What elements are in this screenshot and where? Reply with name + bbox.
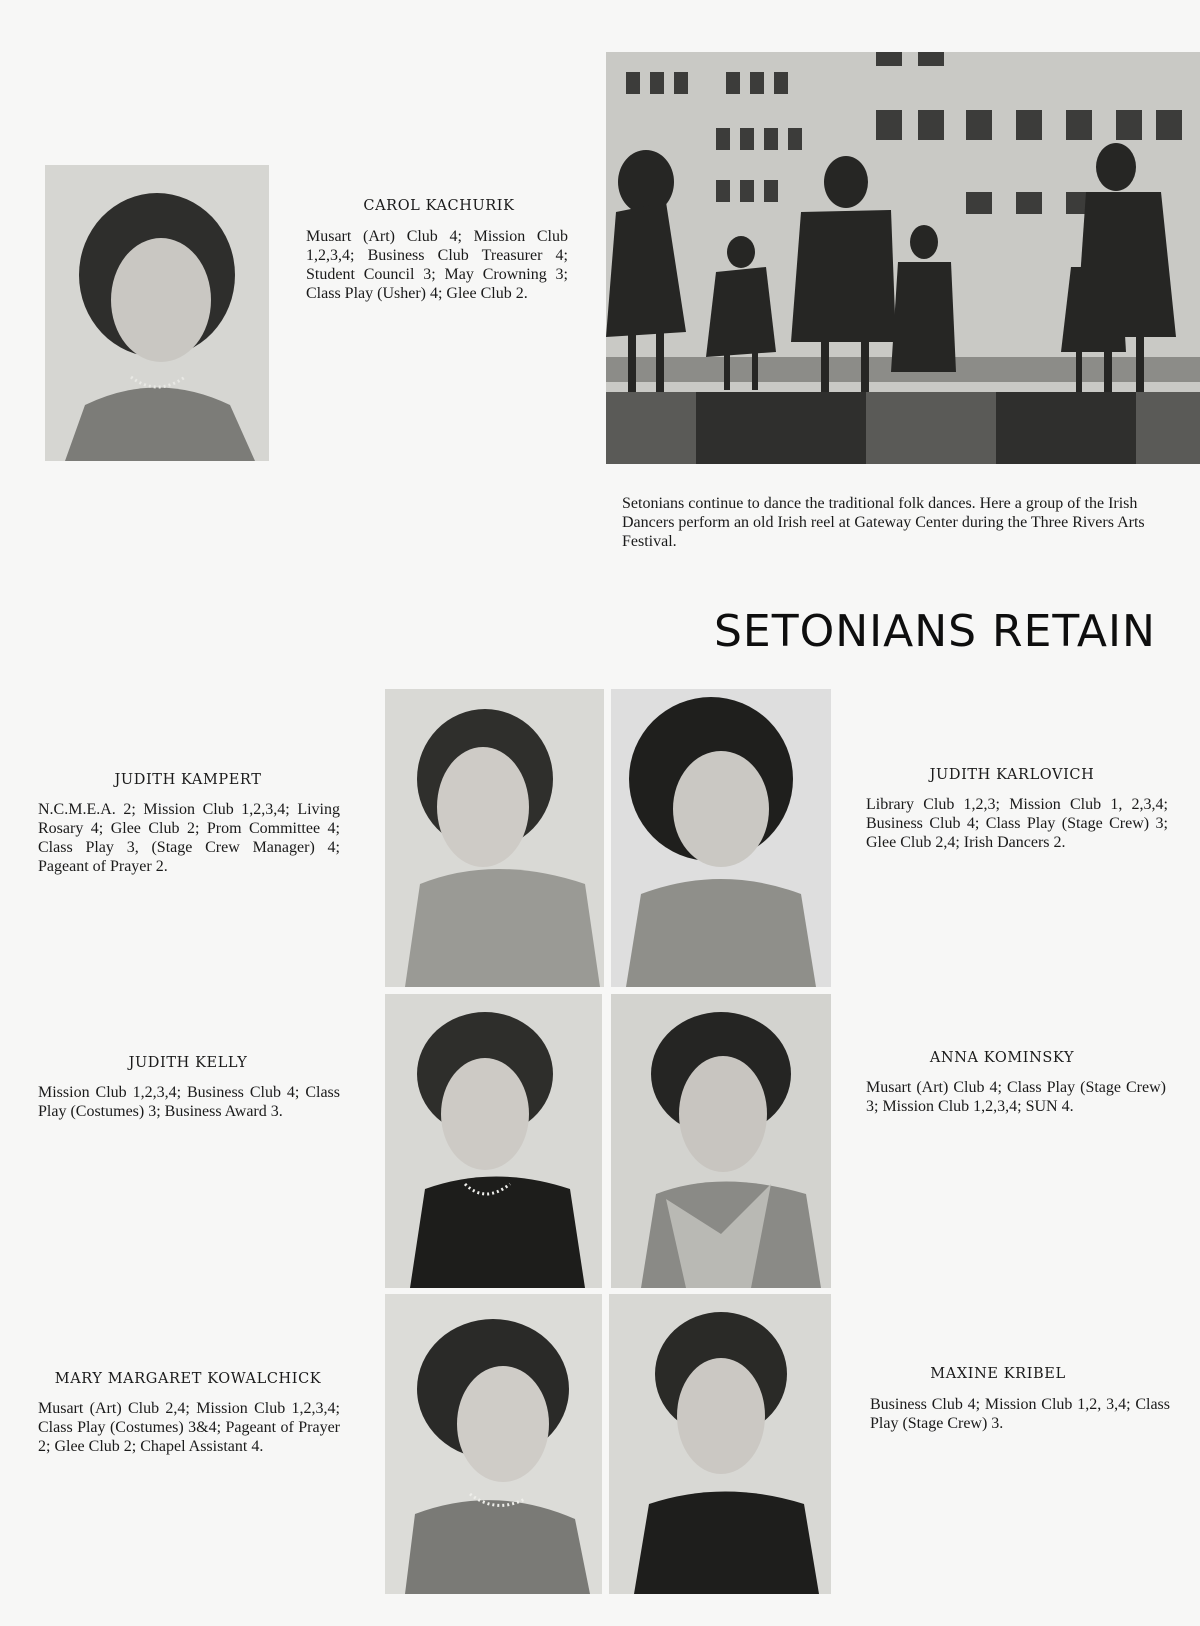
student-bio-judith-kampert: N.C.M.E.A. 2; Mission Club 1,2,3,4; Living Rosary 4; Glee Club 2; Prom Committee 4; Class Play 3, (Stage Crew Manager) 4; Pageant of Prayer 2. — [38, 801, 340, 875]
student-name-judith-kampert: JUDITH KAMPERT — [114, 772, 262, 788]
portrait-photo-judith-karlovich — [611, 689, 831, 987]
student-name-carol-kachurik: CAROL KACHURIK — [363, 198, 515, 214]
portrait-photo-judith-kampert — [385, 689, 604, 987]
student-name-judith-kelly: JUDITH KELLY — [128, 1055, 248, 1071]
student-name-mary-margaret-kowalchick: MARY MARGARET KOWALCHICK — [54, 1371, 322, 1387]
dance-photo-caption: Setonians continue to dance the traditional folk dances. Here a group of the Irish Dancers perform an old Irish reel at Gateway Center during the Three Rivers Arts Festival. — [622, 495, 1145, 550]
student-bio-anna-kominsky: Musart (Art) Club 4; Class Play (Stage Crew) 3; Mission Club 1,2,3,4; SUN 4. — [866, 1079, 1166, 1115]
student-bio-carol-kachurik: Musart (Art) Club 4; Mission Club 1,2,3,4; Business Club Treasurer 4; Student Council 3; May Crowning 3; Class Play (Usher) 4; Glee Club 2. — [306, 228, 568, 302]
student-bio-mary-margaret-kowalchick: Musart (Art) Club 2,4; Mission Club 1,2,3,4; Class Play (Costumes) 3&4; Pageant of Prayer 2; Glee Club 2; Chapel Assistant 4. — [38, 1400, 340, 1455]
student-bio-judith-karlovich: Library Club 1,2,3; Mission Club 1, 2,3,4; Business Club 4; Class Play (Stage Crew) 3; Glee Club 2,4; Irish Dancers 2. — [866, 796, 1168, 851]
page-headline: SETONIANS RETAIN — [714, 606, 1156, 657]
student-bio-maxine-kribel: Business Club 4; Mission Club 1,2, 3,4; Class Play (Stage Crew) 3. — [870, 1396, 1170, 1432]
irish-dancers-photo — [606, 52, 1200, 464]
portrait-photo-anna-kominsky — [611, 994, 831, 1288]
portrait-photo-maxine-kribel — [609, 1294, 831, 1594]
portrait-photo-carol-kachurik — [45, 165, 269, 461]
portrait-photo-mary-margaret-kowalchick — [385, 1294, 602, 1594]
student-name-maxine-kribel: MAXINE KRIBEL — [930, 1366, 1066, 1382]
student-name-anna-kominsky: ANNA KOMINSKY — [929, 1050, 1075, 1066]
student-name-judith-karlovich: JUDITH KARLOVICH — [929, 767, 1095, 783]
portrait-photo-judith-kelly — [385, 994, 602, 1288]
student-bio-judith-kelly: Mission Club 1,2,3,4; Business Club 4; Class Play (Costumes) 3; Business Award 3. — [38, 1084, 340, 1120]
